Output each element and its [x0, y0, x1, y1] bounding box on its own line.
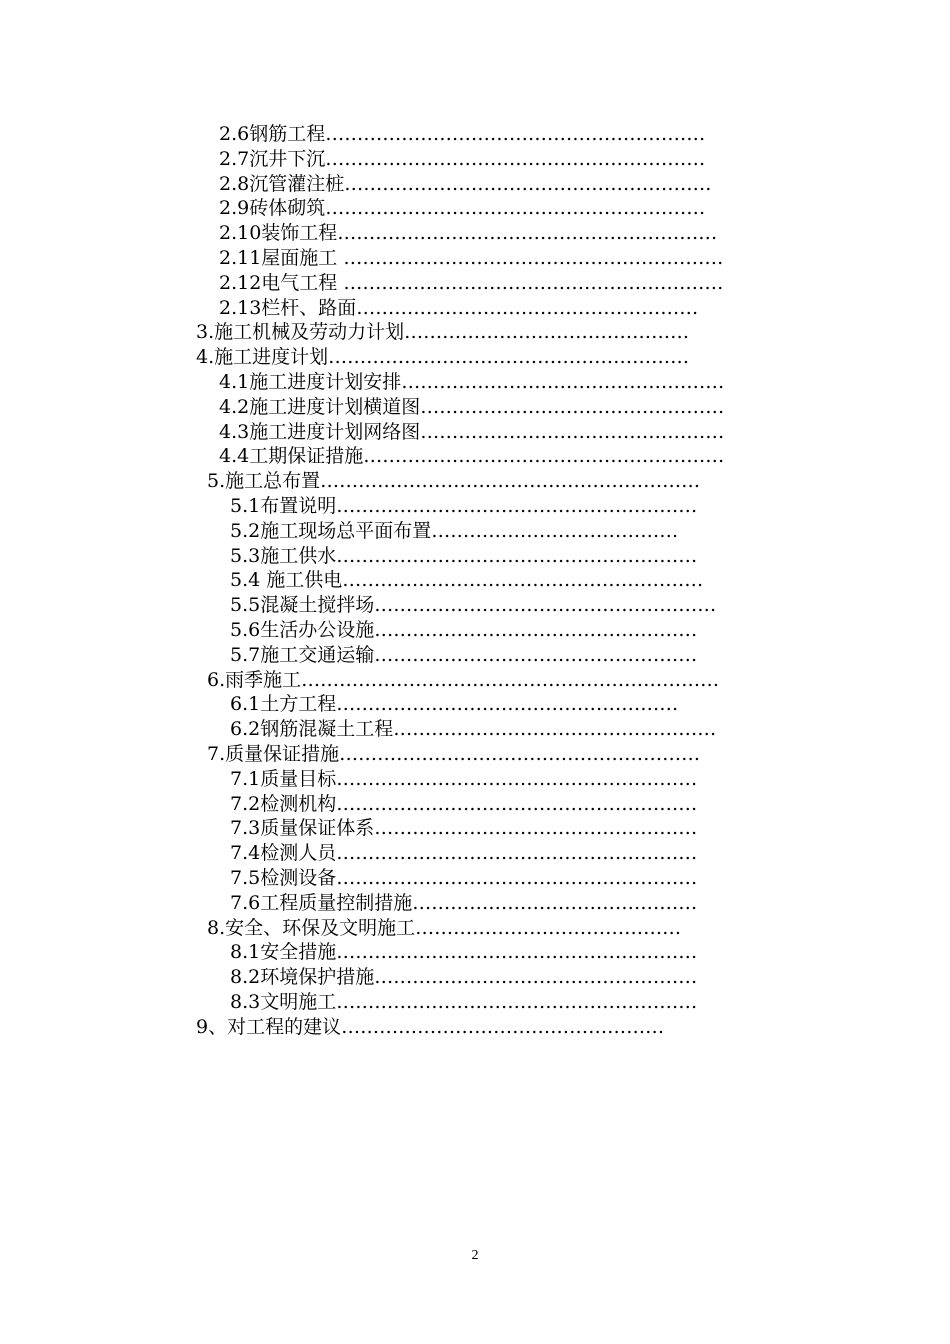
- toc-line: [0, 618, 950, 643]
- toc-entry: 8.2环境保护措施……………………………………………: [230, 966, 698, 989]
- toc-entry: 2.11屋面施工 ……………………………………………………: [219, 246, 724, 269]
- toc-entry: 8.3文明施工…………………………………………………: [230, 990, 698, 1013]
- toc-line: [0, 196, 950, 221]
- toc-line: [0, 568, 950, 593]
- toc-entry: 7.2检测机构…………………………………………………: [230, 792, 698, 815]
- toc-entry: 4.4工期保证措施…………………………………………………: [219, 445, 725, 468]
- toc-line: [0, 271, 950, 296]
- toc-entry: 4.施工进度计划…………………………………………………: [196, 346, 690, 369]
- toc-line: [0, 792, 950, 817]
- toc-entry: 5.7施工交通运输……………………………………………: [230, 643, 698, 666]
- toc-line: [0, 519, 950, 544]
- toc-line: [0, 420, 950, 445]
- toc-entry: 5.4 施工供电…………………………………………………: [230, 569, 704, 592]
- toc-line: [0, 916, 950, 941]
- toc-line: [0, 122, 950, 147]
- toc-line: [0, 816, 950, 841]
- toc-line: [0, 767, 950, 792]
- toc-entry: 2.8沉管灌注桩………………………………………………….: [219, 172, 712, 195]
- toc-line: [0, 172, 950, 197]
- toc-line: [0, 246, 950, 271]
- toc-entry: 4.1施工进度计划安排……………………………………………: [219, 370, 725, 393]
- toc-line: [0, 940, 950, 965]
- toc-entry: 7.5检测设备…………………………………………………: [230, 866, 698, 889]
- toc-entry: 2.13栏杆、路面………………………………………………: [219, 296, 699, 319]
- toc-entry: 9、对工程的建议……………………………………………: [196, 1015, 665, 1038]
- toc-line: [0, 395, 950, 420]
- toc-entry: 5.1布置说明…………………………………………………: [230, 494, 698, 517]
- toc-entry: 2.6钢筋工程……………………………………………………: [219, 123, 706, 145]
- toc-line: [0, 866, 950, 891]
- toc-entry: 4.3施工进度计划网络图…………………………………………: [219, 420, 725, 443]
- toc-line: [0, 593, 950, 618]
- toc-entry: 5.3施工供水…………………………………………………: [230, 544, 698, 567]
- toc-line: [0, 296, 950, 321]
- toc-line: [0, 221, 950, 246]
- toc-entry: 2.7沉井下沉……………………………………………………: [219, 147, 706, 170]
- toc-line: [0, 841, 950, 866]
- toc-line: [0, 147, 950, 172]
- toc-line: [0, 1015, 950, 1040]
- toc-line: [0, 717, 950, 742]
- toc-entry: 3.施工机械及劳动力计划………………………………………: [196, 321, 690, 344]
- page-number: 2: [471, 1248, 479, 1263]
- toc-entry: 4.2施工进度计划横道图…………………………………………: [219, 395, 725, 418]
- toc-entry: 5.5混凝土搅拌场………………………………………………: [230, 594, 717, 617]
- toc-entry: 8.1安全措施…………………………………………………: [230, 941, 698, 964]
- toc-line: [0, 742, 950, 767]
- toc-line: [0, 990, 950, 1015]
- toc-line: [0, 643, 950, 668]
- toc-line: [0, 469, 950, 494]
- toc-entry: 6.雨季施工…………………………………………………………: [207, 668, 720, 691]
- toc-line: [0, 494, 950, 519]
- toc-line: [0, 345, 950, 370]
- toc-line: [0, 444, 950, 469]
- toc-entry: 7.质量保证措施…………………………………………………: [207, 742, 701, 765]
- toc-line: [0, 692, 950, 717]
- toc-entry: 5.施工总布置……………………………………………………: [207, 470, 701, 493]
- toc-entry: 2.9砖体砌筑……………………………………………………: [219, 197, 706, 220]
- toc-entry: 2.12电气工程 ……………………………………………………: [219, 271, 724, 294]
- toc-line: [0, 891, 950, 916]
- toc-line: [0, 544, 950, 569]
- toc-entry: 7.6工程质量控制措施………………………………………: [230, 891, 698, 914]
- toc-entry: 5.6生活办公设施……………………………………………: [230, 618, 698, 641]
- toc-entry: 5.2施工现场总平面布置…………………………………: [230, 519, 679, 542]
- toc-line: [0, 370, 950, 395]
- toc-entry: 8.安全、环保及文明施工……………………………………: [207, 916, 682, 939]
- table-of-contents: [0, 122, 950, 1039]
- toc-entry: 7.3质量保证体系……………………………………………: [230, 817, 698, 840]
- toc-entry: 6.2钢筋混凝土工程……………………………………………: [230, 718, 717, 741]
- toc-entry: 6.1土方工程………………………………………………: [230, 693, 679, 716]
- toc-line: [0, 965, 950, 990]
- toc-entry: 7.1质量目标…………………………………………………: [230, 767, 698, 790]
- toc-line: [0, 320, 950, 345]
- toc-entry: 2.10装饰工程……………………………………………………: [219, 222, 718, 245]
- toc-line: [0, 668, 950, 693]
- toc-entry: 7.4检测人员…………………………………………………: [230, 842, 698, 865]
